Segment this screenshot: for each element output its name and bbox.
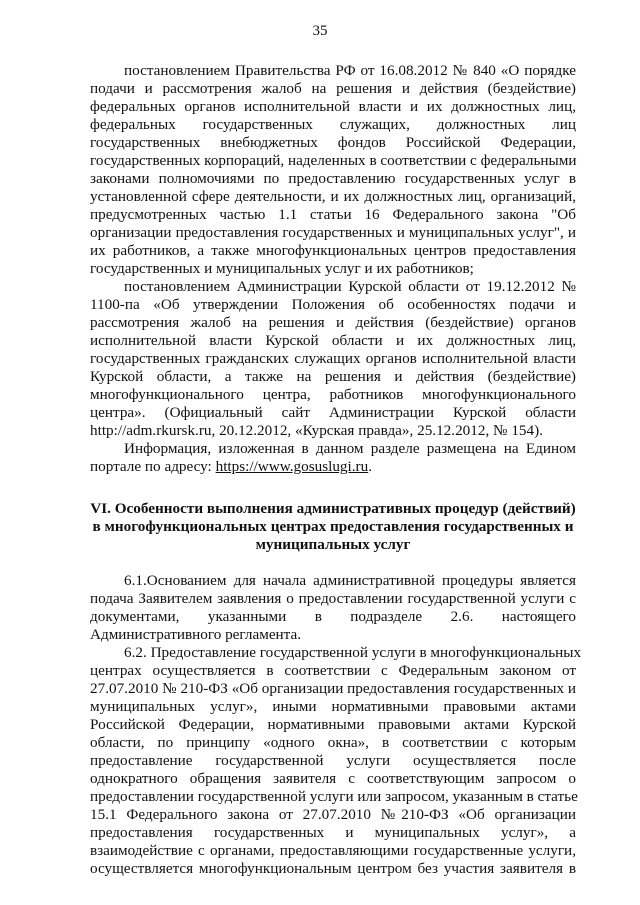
section-heading-line: муниципальных услуг bbox=[255, 536, 411, 553]
text-line: 15.1 Федерального закона от 27.07.2010 №210-ФЗ «Об организации bbox=[90, 806, 576, 823]
text-line: подача Заявителем заявления о предоставлении государственной услуги с bbox=[90, 590, 576, 607]
text-line: http://adm.rkursk.ru, 20.12.2012, «Курская правда», 25.12.2012, № 154). bbox=[90, 422, 543, 439]
gosuslugi-link[interactable]: https://www.gosuslugi.ru bbox=[215, 458, 369, 475]
text-line: Курской области, а также на решения и действия (бездействие) bbox=[90, 368, 576, 385]
text-line: области, по принципу «одного окна», в соответствии с которым bbox=[90, 734, 576, 751]
text-line: законами полномочиями по предоставлению государственных услуг в bbox=[90, 170, 576, 187]
text-line: государственных внебюджетных фондов Российской Федерации, bbox=[90, 134, 576, 151]
text-line: предоставление государственной услуги осуществляется после bbox=[90, 752, 576, 769]
text-line: муниципальных услуг», иными нормативными правовыми актами bbox=[90, 698, 576, 715]
text-span: портале по адресу: bbox=[90, 458, 216, 475]
section-heading-line: в многофункциональных центрах предоставления государственных и bbox=[92, 518, 574, 535]
text-line: государственных корпораций, наделенных в соответствии с федеральными bbox=[90, 152, 577, 169]
text-line: государственных и муниципальных услуг и их работников; bbox=[90, 260, 474, 277]
text-line: предоставления государственных и муниципальных услуг», а bbox=[90, 824, 576, 841]
text-line: их работников, а также многофункциональных центров предоставления bbox=[90, 242, 576, 259]
text-line: документами, указанными в подразделе 2.6. настоящего bbox=[90, 608, 576, 625]
section-heading-line: VI. Особенности выполнения административных процедур (действий) bbox=[90, 500, 576, 517]
text-line: центрах осуществляется в соответствии с Федеральным законом от bbox=[90, 662, 576, 679]
text-line: подачи и рассмотрения жалоб на решения и действия (бездействие) bbox=[90, 80, 576, 97]
text-line: Информация, изложенная в данном разделе размещена на Едином bbox=[124, 440, 576, 457]
text-line: предусмотренных частью 1.1 статьи 16 Федерального закона "Об bbox=[90, 206, 576, 223]
text-line: организации предоставления государственных и муниципальных услуг", и bbox=[90, 224, 576, 241]
text-line: федеральных государственных служащих, должностных лиц bbox=[90, 116, 576, 133]
text-line: 6.2. Предоставление государственной услуги в многофункциональных bbox=[124, 644, 582, 661]
page-number: 35 bbox=[312, 23, 328, 39]
text-line bbox=[90, 458, 576, 476]
text-line: федеральных органов исполнительной власти и их должностных лиц, bbox=[90, 98, 576, 115]
text-line: взаимодействие с органами, предоставляющими государственные услуги, bbox=[90, 842, 576, 859]
text-line: государственных гражданских служащих органов исполнительной власти bbox=[90, 350, 576, 367]
text-line: центра». (Официальный сайт Администрации Курской области bbox=[90, 404, 576, 421]
text-line: однократного обращения заявителя с соответствующим запросом о bbox=[90, 770, 576, 787]
text-line: установленной сфере деятельности, и их должностных лиц, организаций, bbox=[90, 188, 576, 205]
text-line: 6.1.Основанием для начала административной процедуры является bbox=[124, 572, 576, 589]
text-line: 1100-па «Об утверждении Положения об особенностях подачи и bbox=[90, 296, 576, 313]
text-line: исполнительной власти Курской области и их должностных лиц, bbox=[90, 332, 576, 349]
text-line: Российской Федерации, нормативными правовыми актами Курской bbox=[90, 716, 576, 733]
text-span: . bbox=[368, 458, 372, 475]
text-line: многофункционального центра, работников многофункционального bbox=[90, 386, 576, 403]
text-line: постановлением Администрации Курской области от 19.12.2012 № bbox=[124, 278, 576, 295]
text-line: Административного регламента. bbox=[90, 626, 302, 643]
text-line: рассмотрения жалоб на решения и действия (бездействие) органов bbox=[90, 314, 576, 331]
text-line: осуществляется многофункциональным центром без участия заявителя в bbox=[90, 860, 576, 877]
text-line: постановлением Правительства РФ от 16.08.2012 № 840 «О порядке bbox=[124, 62, 576, 79]
text-line: предоставлении государственной услуги или запросом, указанным в статье bbox=[90, 788, 578, 805]
text-line: 27.07.2010 № 210-ФЗ «Об организации предоставления государственных и bbox=[90, 680, 576, 697]
